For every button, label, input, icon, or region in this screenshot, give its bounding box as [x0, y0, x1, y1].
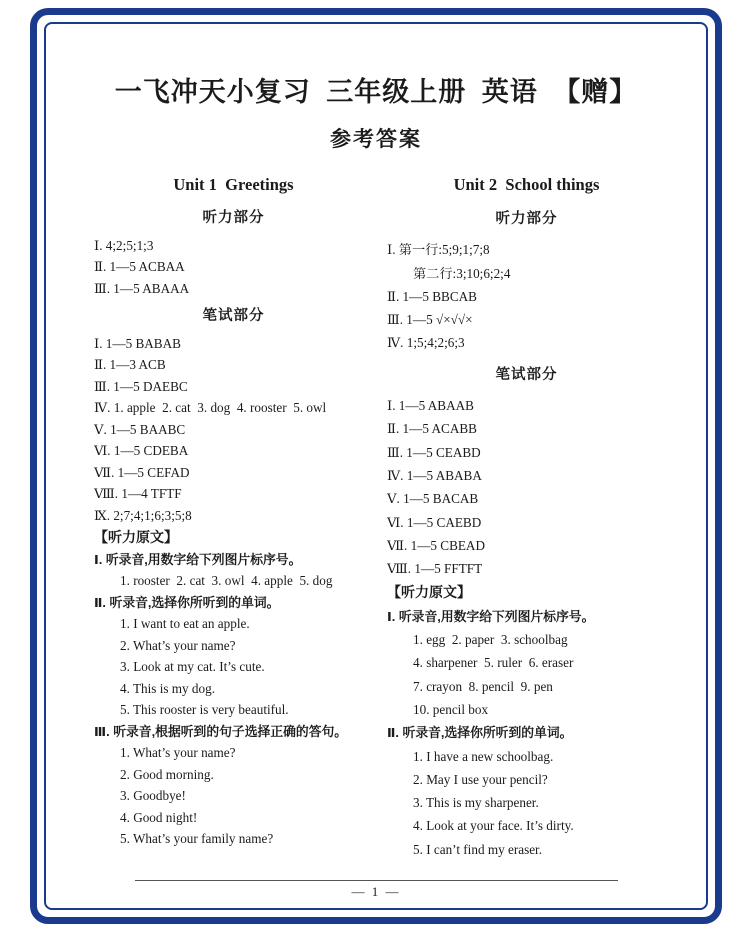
- answer-line: Ⅰ. 1—5 ABAAB: [387, 398, 474, 414]
- sub-line: 4. Good night!: [120, 809, 198, 825]
- answer-line: Ⅴ. 1—5 BACAB: [387, 491, 479, 507]
- answer-line: Ⅳ. 1—5 ABABA: [387, 467, 482, 483]
- unit-column: [387, 175, 666, 861]
- answer-line: Ⅰ. 4;2;5;1;3: [94, 237, 154, 253]
- answer-line: Ⅱ. 1—5 ACBAA: [94, 259, 185, 274]
- section-heading: 听力部分: [495, 211, 558, 227]
- sub-line: 2. What’s your name?: [120, 637, 236, 653]
- page-footer: [46, 880, 706, 900]
- answer-line: Ⅲ. 1—5 CEABD: [387, 444, 481, 460]
- answer-line: Ⅱ. 1—3 ACB: [94, 357, 166, 372]
- instruction-line: Ⅲ. 听录音,根据听到的句子选择正确的答句。: [94, 723, 348, 739]
- answer-line: Ⅵ. 1—5 CDEBA: [94, 443, 189, 458]
- sub-line: 3. Goodbye!: [120, 788, 186, 803]
- instruction-line: Ⅰ. 听录音,用数字给下列图片标序号。: [94, 551, 302, 567]
- book-title: 一飞冲天小复习 三年级上册 英语 【赠】: [114, 77, 638, 107]
- sub-line: 4. This is my dog.: [120, 680, 216, 696]
- sub-line: 2. Good morning.: [120, 766, 214, 782]
- unit-title: Unit 2 School things: [453, 175, 600, 194]
- transcript-heading: 【听力原文】: [94, 529, 178, 545]
- answer-line: Ⅱ. 1—5 ACABB: [387, 421, 477, 437]
- answer-line: Ⅲ. 1—5 √×√√×: [387, 312, 473, 328]
- answer-line: Ⅸ. 2;7;4;1;6;3;5;8: [94, 507, 192, 523]
- sub-line: 5. This rooster is very beautiful.: [120, 702, 289, 717]
- answer-line: Ⅵ. 1—5 CAEBD: [387, 514, 482, 530]
- unit-title: Unit 1 Greetings: [173, 175, 294, 194]
- sub-line: 1. I have a new schoolbag.: [413, 748, 554, 764]
- answer-line: Ⅶ. 1—5 CBEAD: [387, 537, 485, 553]
- answer-line: Ⅶ. 1—5 CEFAD: [94, 464, 190, 480]
- answer-line: Ⅲ. 1—5 ABAAA: [94, 280, 190, 296]
- sub-line: 7. crayon 8. pencil 9. pen: [413, 678, 553, 694]
- instruction-line: Ⅱ. 听录音,选择你所听到的单词。: [94, 594, 280, 610]
- sub-line: 5. I can’t find my eraser.: [413, 841, 543, 857]
- sub-line: 10. pencil box: [413, 701, 489, 717]
- sub-line: 5. What’s your family name?: [120, 831, 274, 846]
- unit-column: [94, 175, 373, 861]
- sub-line: 3. Look at my cat. It’s cute.: [120, 659, 265, 674]
- answer-line: Ⅱ. 1—5 BBCAB: [387, 288, 477, 304]
- sub-line: 第二行:3;10;6;2;4: [413, 265, 511, 281]
- page-border-outer: [30, 8, 722, 924]
- answer-line: Ⅷ. 1—4 TFTF: [94, 486, 182, 501]
- page-content: [46, 24, 706, 908]
- answer-line: Ⅳ. 1. apple 2. cat 3. dog 4. rooster 5. owl: [94, 400, 327, 415]
- answer-columns: [46, 153, 706, 861]
- page-border-inner: [44, 22, 708, 910]
- sub-line: 4. Look at your face. It’s dirty.: [413, 818, 574, 834]
- sub-line: 4. sharpener 5. ruler 6. eraser: [413, 655, 574, 671]
- answer-line: Ⅴ. 1—5 BAABC: [94, 421, 186, 437]
- answer-line: Ⅲ. 1—5 DAEBC: [94, 378, 188, 394]
- section-heading: 笔试部分: [495, 366, 558, 383]
- instruction-line: Ⅰ. 听录音,用数字给下列图片标序号。: [387, 608, 595, 624]
- sub-line: 1. rooster 2. cat 3. owl 4. apple 5. dog: [120, 573, 333, 588]
- sub-line: 1. egg 2. paper 3. schoolbag: [413, 632, 568, 648]
- section-heading: 笔试部分: [202, 308, 265, 324]
- answer-line: Ⅰ. 1—5 BABAB: [94, 335, 181, 351]
- sub-line: 2. May I use your pencil?: [413, 771, 548, 787]
- footer-rule: [135, 880, 618, 881]
- sub-line: 1. I want to eat an apple.: [120, 616, 250, 631]
- answer-line: Ⅳ. 1;5;4;2;6;3: [387, 335, 465, 351]
- page-number: — 1 —: [351, 884, 401, 899]
- answer-line: Ⅰ. 第一行:5;9;1;7;8: [387, 242, 490, 258]
- answers-heading: 参考答案: [330, 127, 422, 151]
- instruction-line: Ⅱ. 听录音,选择你所听到的单词。: [387, 725, 573, 741]
- sub-line: 1. What’s your name?: [120, 745, 236, 760]
- sub-line: 3. This is my sharpener.: [413, 795, 539, 811]
- answer-line: Ⅷ. 1—5 FFTFT: [387, 561, 483, 577]
- transcript-heading: 【听力原文】: [387, 584, 471, 601]
- section-heading: 听力部分: [202, 210, 265, 226]
